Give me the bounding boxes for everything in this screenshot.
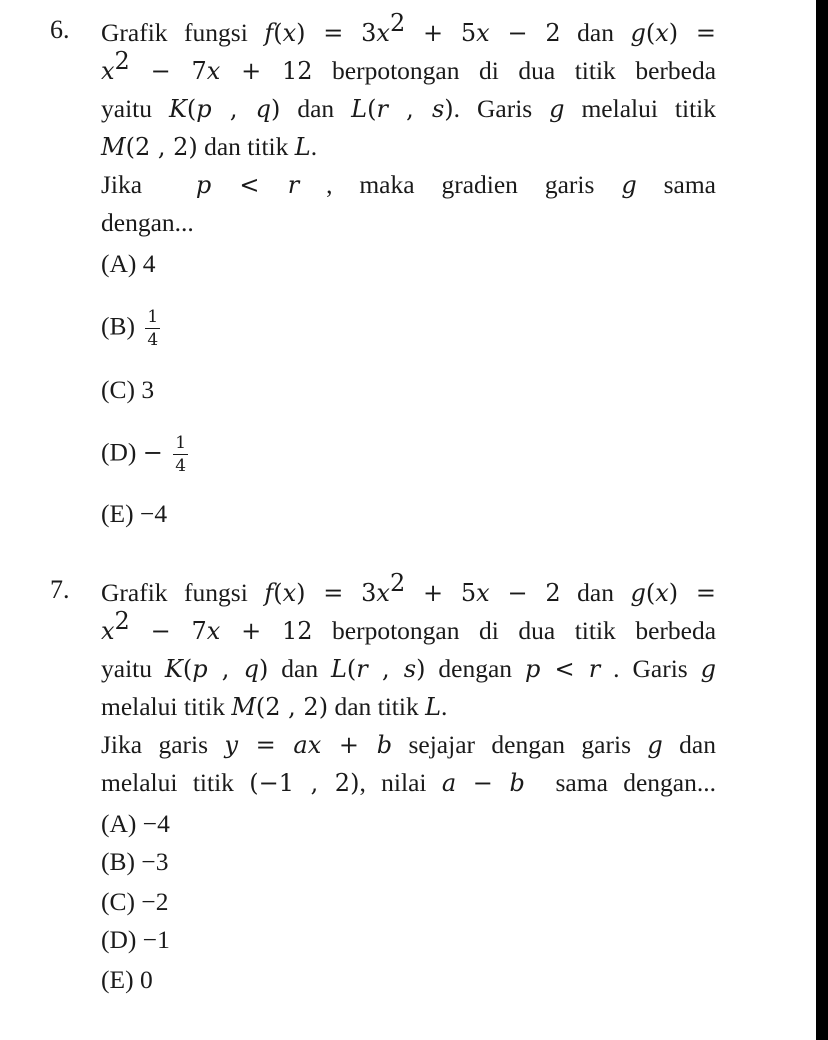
option-sign: −	[142, 438, 163, 467]
option-d[interactable]	[101, 922, 170, 958]
fraction-numerator: 1	[175, 433, 187, 453]
option-label: (E)	[101, 499, 134, 528]
option-value: −4	[139, 499, 168, 528]
question-prompt-line: melalui titik (−1 , 2), nilai a − b sama dengan...	[101, 768, 717, 797]
fraction-denominator: 4	[147, 330, 159, 350]
question-stem-line: yaitu K(p , q) dan L(r , s). Garis g melalui titik	[101, 94, 716, 123]
option-a[interactable]	[101, 806, 170, 842]
question-number: 7.	[50, 575, 70, 604]
question-stem-line: melalui titik M(2 , 2) dan titik L.	[101, 692, 448, 721]
fraction-denominator: 4	[175, 456, 187, 476]
option-e[interactable]	[101, 962, 153, 998]
option-label: (B)	[101, 311, 135, 341]
question-stem-line: Grafik fungsi $f(x) = 3x^2 + 5x - 2$ dan g(x) =	[101, 9, 717, 47]
question-prompt-line: Jika garis y = ax + b sejajar dengan garis g dan	[101, 730, 716, 759]
option-value: 3	[141, 375, 155, 404]
option-label: (A)	[101, 809, 137, 838]
question-stem-line: yaitu K(p , q) dan L(r , s) dengan p < r . Garis g	[101, 654, 717, 683]
option-value: −1	[142, 925, 170, 954]
question-stem-line: Grafik fungsi $f(x) = 3x^2 + 5x - 2$ dan g(x) =	[101, 569, 717, 607]
right-edge-bar	[816, 0, 828, 1040]
option-value: 0	[139, 965, 153, 994]
option-b[interactable]	[101, 844, 169, 880]
option-value: −3	[141, 847, 169, 876]
option-b[interactable]	[101, 307, 160, 350]
option-c[interactable]	[101, 372, 154, 408]
question-prompt-line: dengan...	[101, 208, 194, 237]
option-a[interactable]	[101, 246, 156, 282]
option-c[interactable]	[101, 884, 169, 920]
question-prompt-line: Jika p < r , maka gradien garis g sama	[101, 170, 716, 199]
option-label: (C)	[101, 887, 135, 916]
option-value: −2	[141, 887, 169, 916]
option-value: 4	[142, 249, 156, 278]
option-e[interactable]	[101, 496, 167, 532]
fraction	[145, 308, 160, 349]
option-label: (E)	[101, 965, 134, 994]
question-stem-line: $x^2 - 7x + 12$ berpotongan di dua titik berbeda	[101, 47, 717, 85]
fraction	[173, 434, 188, 475]
question-number: 6.	[50, 15, 70, 44]
option-label: (D)	[101, 925, 137, 954]
option-d[interactable]	[101, 433, 188, 476]
option-label: (B)	[101, 847, 135, 876]
option-value: −4	[142, 809, 170, 838]
option-label: (C)	[101, 375, 135, 404]
question-stem-line: M(2 , 2) dan titik L.	[101, 132, 318, 161]
option-label: (A)	[101, 249, 137, 278]
question-stem-line: $x^2 - 7x + 12$ berpotongan di dua titik berbeda	[101, 607, 717, 645]
fraction-numerator: 1	[147, 307, 159, 327]
option-label: (D)	[101, 437, 137, 467]
